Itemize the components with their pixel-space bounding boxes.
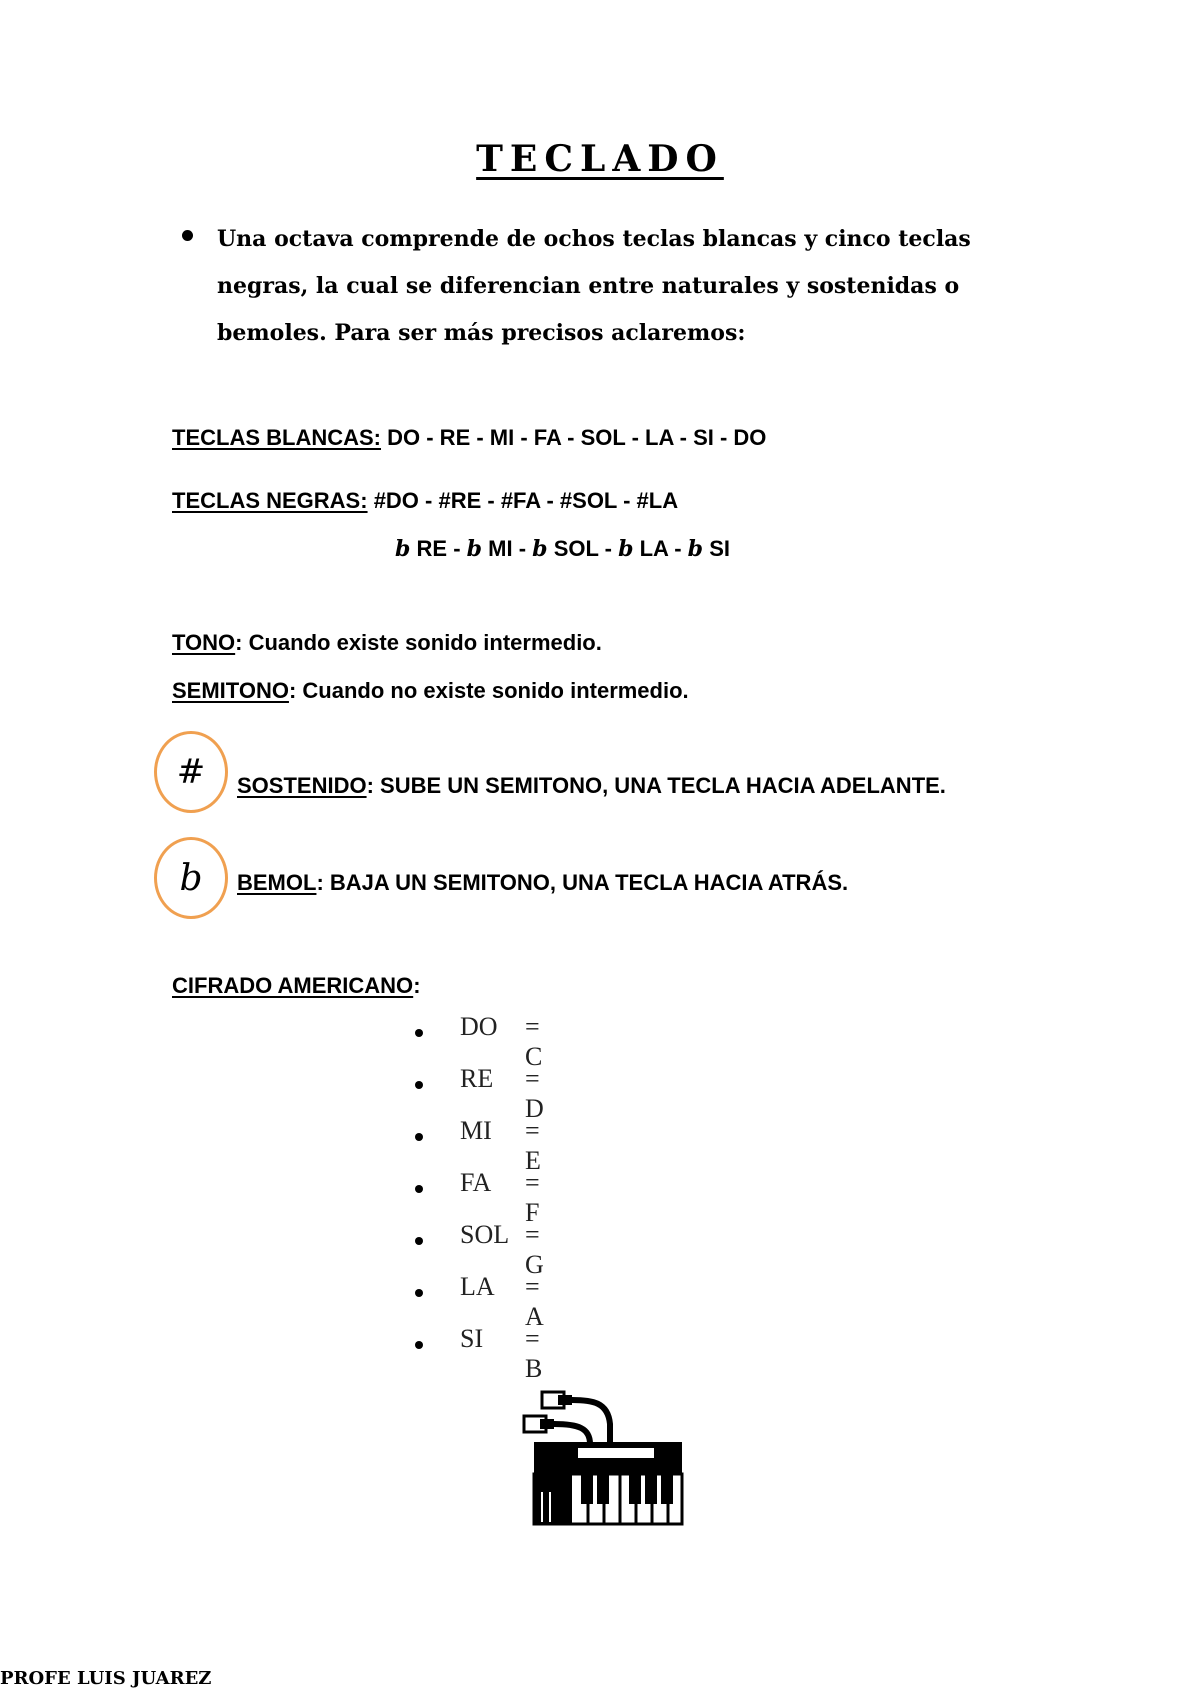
bullet-icon (415, 1029, 423, 1037)
semitono-text: : Cuando no existe sonido intermedio. (288, 678, 689, 703)
cifrado-heading (172, 973, 421, 999)
bemol-label: BEMOL (237, 870, 317, 895)
bullet-icon (415, 1185, 423, 1193)
flat-note: SI (709, 536, 730, 561)
tono-line (172, 630, 602, 656)
cifrado-label: CIFRADO AMERICANO (172, 973, 414, 998)
semitono-label: SEMITONO (172, 678, 289, 703)
flat-note: MI (488, 536, 513, 561)
bullet-icon (182, 230, 193, 241)
separator: - (447, 536, 467, 561)
white-keys-notes: DO - RE - MI - FA - SOL - LA - SI - DO (387, 425, 767, 450)
note-name: LA (460, 1272, 495, 1301)
keyboard-icon (520, 1388, 690, 1528)
page-title: TECLADO (476, 138, 724, 180)
bullet-icon (415, 1289, 423, 1297)
note-letter: = B (525, 1324, 543, 1383)
note-name: MI (460, 1116, 492, 1145)
tono-text: : Cuando existe sonido intermedio. (235, 630, 602, 655)
note-letter: = G (525, 1220, 544, 1279)
note-name: SOL (460, 1220, 510, 1249)
separator: - (668, 536, 688, 561)
black-keys-flats-line (395, 536, 730, 562)
note-name: DO (460, 1012, 498, 1041)
black-keys-line (172, 488, 678, 514)
note-name: RE (460, 1064, 494, 1093)
intro-text: Una octava comprende de ochos teclas blancas y cinco teclas negras, la cual se diferencian entre naturales y sostenidas o bemoles. Para ser más precisos aclaremos: (217, 226, 971, 346)
tono-label: TONO (172, 630, 236, 655)
sostenido-line (237, 773, 946, 799)
flat-symbol: b (618, 536, 634, 562)
note-letter: = F (525, 1168, 540, 1227)
black-keys-label: TECLAS NEGRAS: (172, 488, 368, 513)
sharp-symbol-icon (154, 731, 228, 813)
white-keys-line (172, 425, 766, 451)
bullet-icon (415, 1081, 423, 1089)
semitono-line (172, 678, 689, 704)
bullet-icon (415, 1341, 423, 1349)
flat-symbol: b (532, 536, 548, 562)
bemol-text: : BAJA UN SEMITONO, UNA TECLA HACIA ATRÁS. (316, 870, 849, 895)
flat-note: SOL (553, 536, 599, 561)
note-letter: = A (525, 1272, 544, 1331)
flat-note: RE (416, 536, 448, 561)
note-letter: = C (525, 1012, 543, 1071)
flat-symbol: b (466, 536, 483, 562)
cifrado-colon: : (413, 973, 421, 998)
note-letter: = E (525, 1116, 541, 1175)
white-keys-label: TECLAS BLANCAS: (172, 425, 381, 450)
sostenido-label: SOSTENIDO (237, 773, 367, 798)
flat-symbol: b (179, 857, 203, 899)
sostenido-text: : SUBE UN SEMITONO, UNA TECLA HACIA ADELANTE. (366, 773, 946, 798)
intro-paragraph (182, 216, 1042, 357)
note-name: FA (460, 1168, 492, 1197)
note-name: SI (460, 1324, 484, 1353)
black-keys-sharps: #DO - #RE - #FA - #SOL - #LA (373, 488, 679, 513)
bemol-line (237, 870, 848, 896)
flat-symbol-icon (154, 837, 228, 919)
flat-symbol: b (687, 536, 704, 562)
bullet-icon (415, 1237, 423, 1245)
flat-note: LA (639, 536, 669, 561)
note-letter: = D (525, 1064, 544, 1123)
footer-author: PROFE LUIS JUAREZ (0, 1668, 212, 1689)
bullet-icon (415, 1133, 423, 1141)
separator: - (598, 536, 619, 561)
flat-symbol: b (395, 536, 411, 562)
sharp-symbol: # (176, 752, 206, 792)
separator: - (512, 536, 533, 561)
